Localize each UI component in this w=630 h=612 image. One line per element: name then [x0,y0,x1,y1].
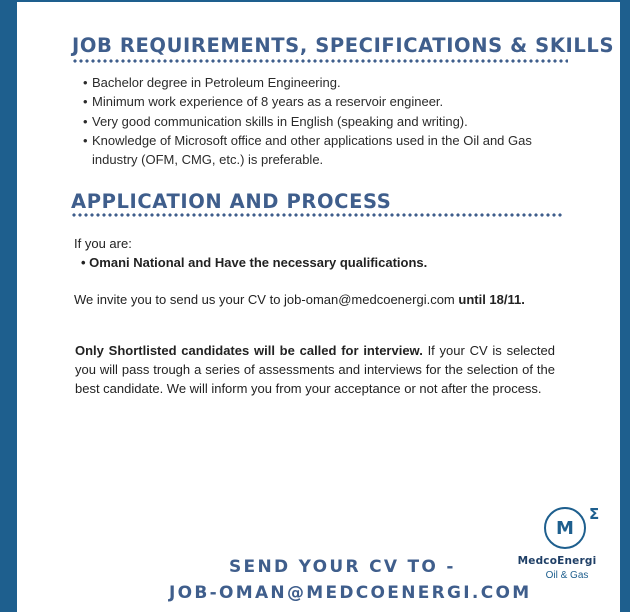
right-border-bar [620,0,630,612]
requirements-list [83,73,563,169]
logo-company-name: MedcoEnergi [517,555,597,567]
if-you-are-label: If you are: [74,236,132,251]
cta-line-1: SEND YOUR CV TO - [229,557,456,577]
list-item: • Minimum work experience of 8 years as a reservoir engineer. [83,92,563,111]
list-item: • Knowledge of Microsoft office and other applications used in the Oil and Gas industry (OFM, CMG, etc.) is preferable. [83,131,563,170]
application-dotted-divider [71,213,564,217]
requirements-heading: JOB REQUIREMENTS, SPECIFICATIONS & SKILLS [72,34,615,57]
list-item: • Bachelor degree in Petroleum Engineering. [83,73,563,92]
invite-deadline: until 18/11. [458,292,525,307]
logo-m-letter: M [556,518,574,539]
requirements-dotted-divider [72,59,568,63]
left-border-bar [0,0,17,612]
shortlisted-rest-text: If your CV is selected you will pass trough a series of assessments and interviews for the selection of the best candidate. We will inform you from your acceptance or not after the process. [75,343,555,396]
invite-paragraph [74,290,525,309]
company-logo [500,505,610,587]
logo-sigma-mark: Σ [589,505,600,523]
qualification-bullet: • Omani National and Have the necessary qualifications. [81,255,428,270]
top-border [0,0,630,2]
list-item: • Very good communication skills in English (speaking and writing). [83,112,563,131]
shortlisted-paragraph [75,341,555,398]
logo-division: Oil & Gas [545,570,589,581]
cta-email-line: JOB-OMAN@MEDCOENERGI.COM [169,583,532,603]
invite-text: We invite you to send us your CV to job-oman@medcoenergi.com [74,292,459,307]
shortlisted-bold-text: Only Shortlisted candidates will be called for interview. [75,343,423,358]
application-heading: APPLICATION AND PROCESS [71,190,392,213]
